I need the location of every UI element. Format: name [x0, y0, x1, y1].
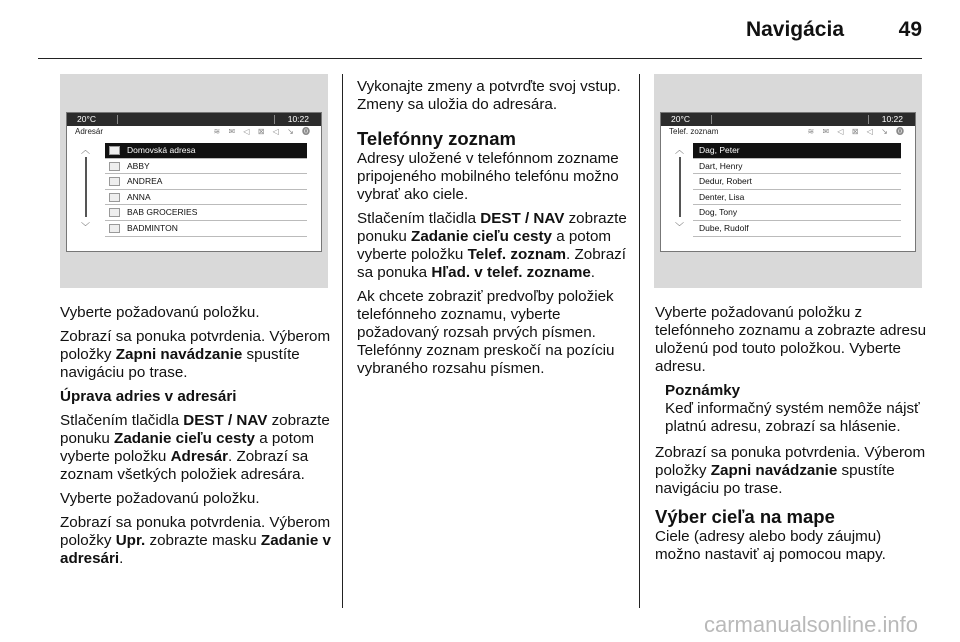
list-item[interactable]: BADMINTON [105, 221, 307, 237]
column-divider-2 [639, 74, 640, 608]
page-header [0, 0, 960, 62]
top-status-bar [67, 113, 321, 126]
scroll-down-icon[interactable]: ﹀ [81, 222, 91, 232]
phonebook-list [693, 143, 901, 237]
paragraph: Vyberte požadovanú položku. [60, 490, 260, 507]
paragraph: Vyberte požadovanú položku. [60, 304, 260, 321]
paragraph: Vyberte požadovanú položku z telefónneho zoznamu a zobrazte adresu uloženú pod touto položkou. Vyberte adresu. [655, 304, 927, 375]
paragraph: Stlačením tlačidla DEST / NAV zobrazte ponuku Zadanie cieľu cesty a potom vyberte položku Adresár. Zobrazí sa zoznam všetkých položiek adresára. [60, 412, 330, 483]
contact-icon [109, 177, 120, 186]
contact-icon [109, 224, 120, 233]
column-2 [357, 78, 629, 384]
paragraph: Zobrazí sa ponuka potvrdenia. Výberom položky Zapni navádzanie spustíte navigáciu po trase. [60, 328, 331, 381]
scroll-up-icon[interactable]: ︿ [81, 145, 91, 155]
scroll-up-icon[interactable]: ︿ [675, 145, 685, 155]
column-1 [60, 304, 332, 574]
column-3 [655, 304, 927, 570]
list-item[interactable]: Denter, Lisa [693, 190, 901, 206]
separator [117, 115, 118, 124]
paragraph: Ciele (adresy alebo body záujmu) možno nastaviť aj pomocou mapy. [655, 528, 886, 563]
poi-icon [109, 208, 120, 217]
list-item[interactable]: ANNA [105, 190, 307, 206]
list-item[interactable]: Dog, Tony [693, 205, 901, 221]
address-book-screenshot [60, 74, 328, 288]
list-item[interactable]: Dart, Henry [693, 159, 901, 175]
list-item[interactable]: ABBY [105, 159, 307, 175]
contact-icon [109, 193, 120, 202]
clock: 10:22 [881, 114, 903, 124]
section-heading: Výber cieľa na mape [655, 506, 835, 527]
display-screen [660, 112, 916, 252]
paragraph: Zobrazí sa ponuka potvrdenia. Výberom položky Upr. zobrazte masku Zadanie v adresári. [60, 514, 331, 567]
home-icon [109, 146, 120, 155]
temperature: 20°C [671, 114, 690, 124]
note-title: Poznámky [665, 382, 741, 399]
separator [711, 115, 712, 124]
screen-title: Telef. zoznam [669, 127, 719, 136]
paragraph: Stlačením tlačidla DEST / NAV zobrazte ponuku Zadanie cieľu cesty a potom vyberte položku Telef. zoznam. Zobrazí sa ponuka Hľad. v telef. zozname. [357, 210, 627, 281]
status-icons: ≋ ✉ ◁ ⊠ ◁ ↘ ⓿ [807, 127, 907, 136]
note-text: Keď informačný systém nemôže nájsť platnú adresu, zobrazí sa hlásenie. [665, 400, 920, 435]
list-item[interactable]: Domovská adresa [105, 143, 307, 159]
screen-title-bar [67, 126, 321, 138]
top-status-bar [661, 113, 915, 126]
paragraph: Vykonajte zmeny a potvrďte svoj vstup. Zmeny sa uložia do adresára. [357, 78, 621, 113]
column-divider-1 [342, 74, 343, 608]
list-item[interactable]: Dedur, Robert [693, 174, 901, 190]
contact-icon [109, 162, 120, 171]
clock: 10:22 [287, 114, 309, 124]
section-title: Navigácia [745, 18, 844, 41]
section-heading: Telefónny zoznam [357, 128, 516, 149]
list-item[interactable]: Dag, Peter [693, 143, 901, 159]
paragraph: Ak chcete zobraziť predvoľby položiek telefónneho zoznamu, vyberte požadovaný rozsah prvých písmen. Telefónny zoznam preskočí na pozíciu vybraného rozsahu písmen. [357, 288, 615, 377]
screen-title-bar [661, 126, 915, 138]
scrollbar[interactable] [79, 143, 93, 233]
phonebook-screenshot [654, 74, 922, 288]
address-list [105, 143, 307, 237]
list-item[interactable]: Dube, Rudolf [693, 221, 901, 237]
scrollbar[interactable] [673, 143, 687, 233]
screen-title: Adresár [75, 127, 104, 136]
scroll-track[interactable] [679, 157, 681, 217]
subheading: Úprava adries v adresári [60, 388, 237, 405]
paragraph: Zobrazí sa ponuka potvrdenia. Výberom položky Zapni navádzanie spustíte navigáciu po trase. [655, 444, 926, 497]
note-box [655, 382, 927, 436]
header-rule [38, 58, 922, 59]
status-icons: ≋ ✉ ◁ ⊠ ◁ ↘ ⓿ [213, 127, 313, 136]
list-item[interactable]: ANDREA [105, 174, 307, 190]
temperature: 20°C [77, 114, 96, 124]
paragraph: Adresy uložené v telefónnom zozname pripojeného mobilného telefónu možno vybrať ako ciele. [357, 150, 619, 203]
scroll-down-icon[interactable]: ﹀ [675, 222, 685, 232]
scroll-track[interactable] [85, 157, 87, 217]
list-item[interactable]: BAB GROCERIES [105, 205, 307, 221]
separator [868, 115, 869, 124]
watermark: carmanualsonline.info [703, 612, 918, 637]
separator [274, 115, 275, 124]
page-number: 49 [898, 18, 922, 41]
display-screen [66, 112, 322, 252]
